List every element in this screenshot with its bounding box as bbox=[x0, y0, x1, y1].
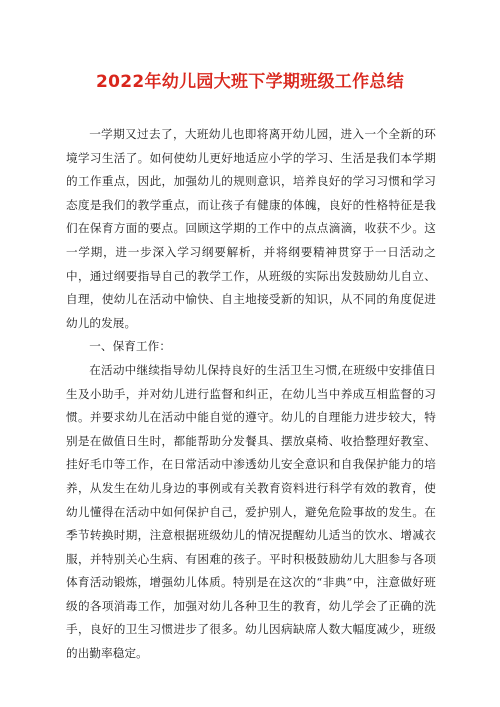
document-title: 2022年幼儿园大班下学期班级工作总结 bbox=[95, 72, 404, 92]
care-paragraph: 在活动中继续指导幼儿保持良好的生活卫生习惯,在班级中安排值日生及小助手，并对幼儿进行监督和纠正，在幼儿当中养成互相监督的习惯。并要求幼儿在活动中能自觉的遵守。幼儿的自理能力进步较大，特别是在做值日生时，都能帮助分发餐具、摆放桌椅、收拾整理好教室、挂好毛巾等工作，在日常活动中渗透幼儿安全意识和自我保护能力的培养，从发生在幼儿身边的事例或有关教育资料进行科学有效的教育，使幼儿懂得在活动中如何保护自己，爱护别人，避免危险事故的发生。在季节转换时期，注意根据班级幼儿的情况提醒幼儿适当的饮水、增减衣服，并特别关心生病、有困难的孩子。平时积极鼓励幼儿大胆参与各项体育活动锻炼，增强幼儿体质。特别是在这次的“非典”中，注意做好班级的各项消毒工作，加强对幼儿各种卫生的教育，幼儿学会了正确的洗手，良好的卫生习惯进步了很多。幼儿因病缺席人数大幅度减少，班级的出勤率稳定。 bbox=[66, 362, 436, 661]
intro-paragraph: 一学期又过去了，大班幼儿也即将离开幼儿园，进入一个全新的环境学习生活了。如何使幼儿更好地适应小学的学习、生活是我们本学期的工作重点，因此，加强幼儿的规则意识，培养良好的学习习惯和学习态度是我们的教学重点，而让孩子有健康的体魄，良好的性格特征是我们在保育方面的要点。回顾这学期的工作中的点点滴滴，收获不少。这一学期，进一步深入学习纲要解析，并将纲要精神贯穿于一日活动之中，通过纲要指导自己的教学工作，从班级的实际出发鼓励幼儿自立、自理，使幼儿在活动中愉快、自主地接受新的知识，从不同的角度促进幼儿的发展。 bbox=[66, 127, 436, 330]
section-heading-care: 一、保育工作： bbox=[89, 339, 172, 354]
document-body bbox=[66, 123, 436, 666]
